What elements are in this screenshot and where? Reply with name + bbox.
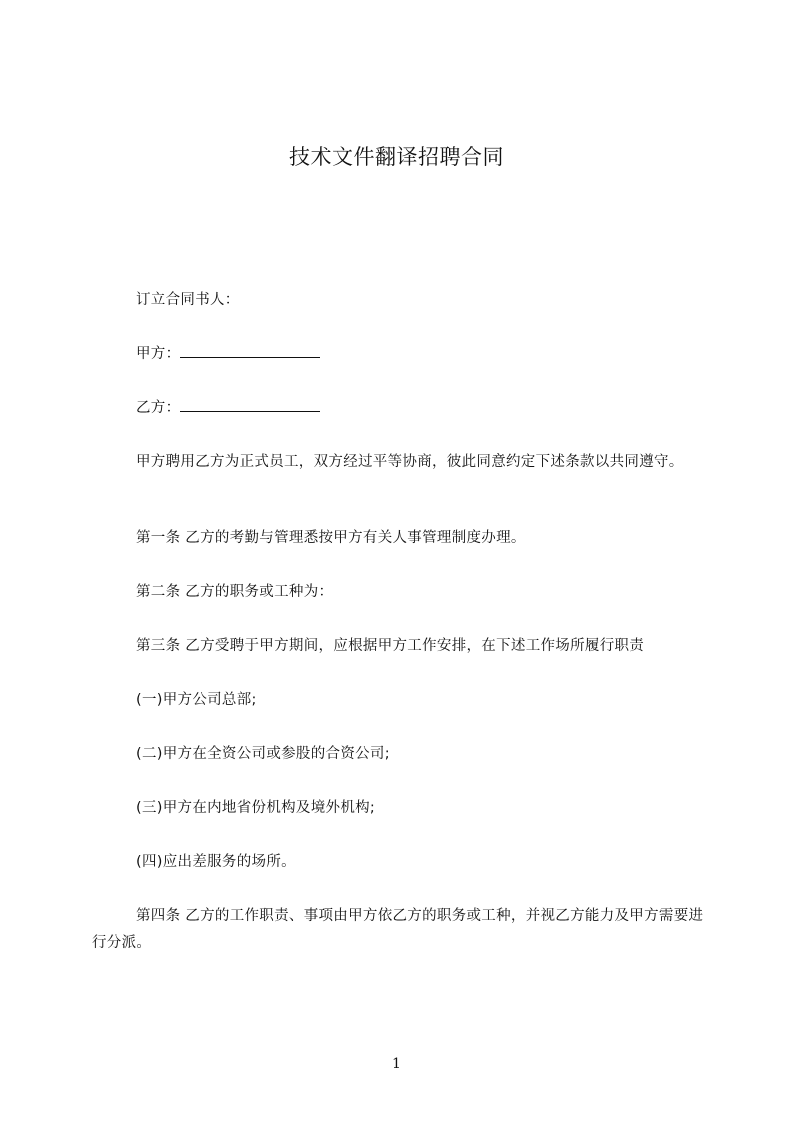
article-3: 第三条 乙方受聘于甲方期间，应根据甲方工作安排，在下述工作场所履行职责: [136, 638, 645, 654]
location-item: (四)应出差服务的场所。: [136, 854, 296, 870]
location-item: (三)甲方在内地省份机构及境外机构;: [136, 800, 376, 816]
document-title: 技术文件翻译招聘合同: [289, 145, 504, 169]
party-a-label: 甲方：: [136, 346, 181, 362]
article-2: 第二条 乙方的职务或工种为：: [136, 584, 334, 600]
location-item: (二)甲方在全资公司或参股的合资公司;: [136, 746, 390, 762]
party-b-blank: [180, 397, 320, 412]
location-item: (一)甲方公司总部;: [136, 692, 257, 708]
party-b-line: [92, 395, 704, 422]
party-a-line: [92, 341, 704, 368]
party-b-label: 乙方：: [136, 400, 181, 416]
article-1: 第一条 乙方的考勤与管理悉按甲方有关人事管理制度办理。: [136, 530, 526, 546]
page-number: 1: [392, 1056, 401, 1072]
article-4: 第四条 乙方的工作职责、事项由甲方依乙方的职务或工种，并视乙方能力及甲方需要进行分派。: [92, 908, 704, 951]
party-a-blank: [180, 343, 320, 358]
intro-line: 订立合同书人：: [136, 292, 240, 308]
lead-paragraph: 甲方聘用乙方为正式员工，双方经过平等协商，彼此同意约定下述条款以共同遵守。: [136, 454, 684, 470]
